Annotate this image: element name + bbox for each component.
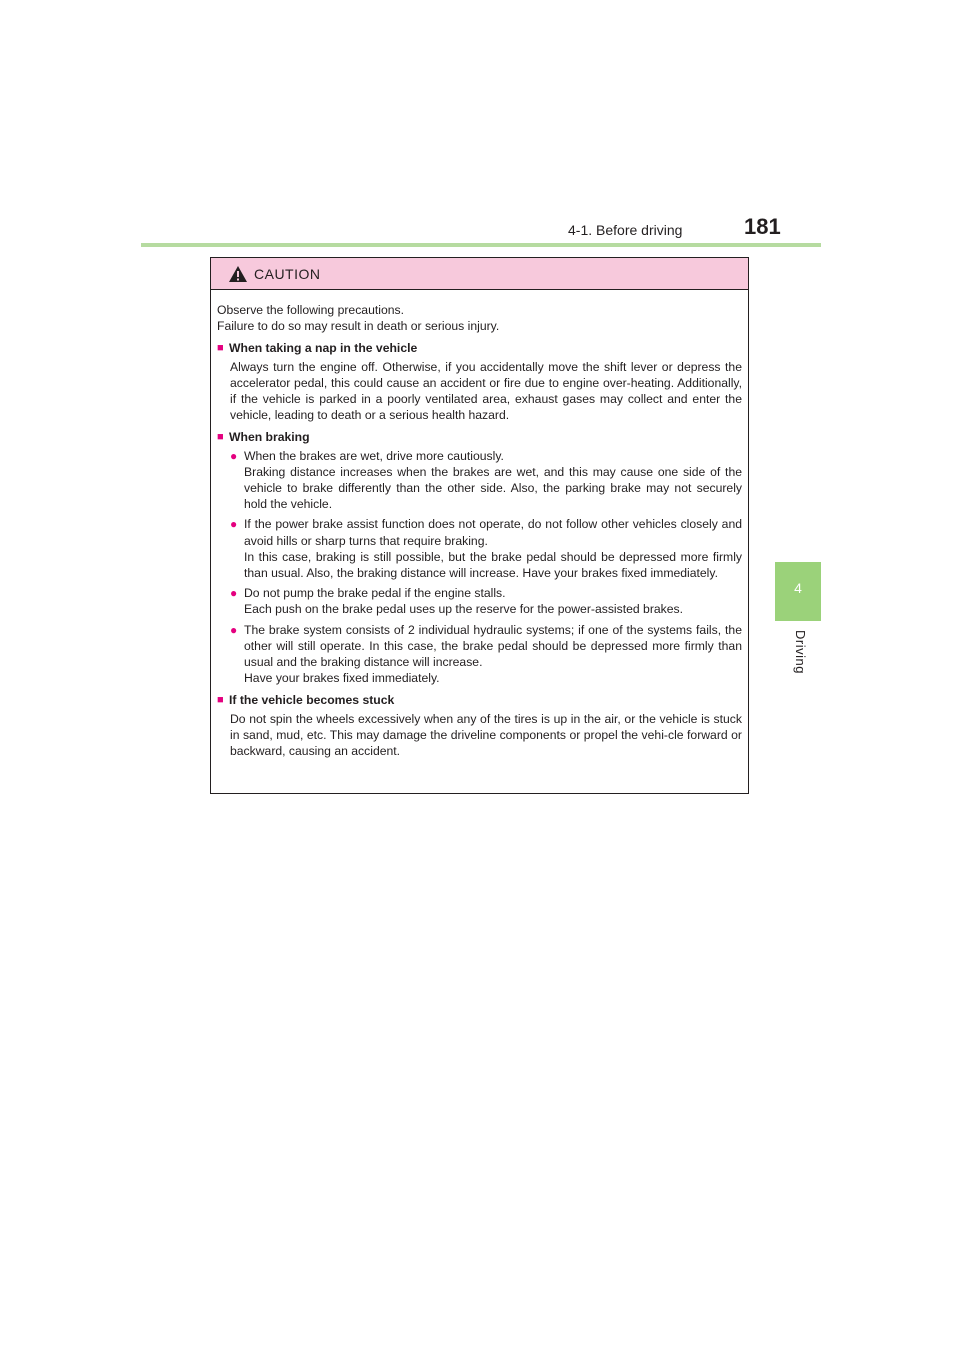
section-heading-text: When braking [229,430,310,445]
round-bullet-icon: ● [230,448,238,463]
section-nap [217,340,742,423]
bullet-line: Each push on the brake pedal uses up the reserve for the power-assisted brakes. [244,602,684,617]
chapter-label: Driving [793,630,808,674]
list-item [230,585,742,617]
square-bullet-icon: ■ [217,342,224,355]
caution-intro [217,302,742,334]
list-item [230,516,742,581]
section-braking [217,429,742,686]
bullet-line: Have your brakes fixed immediately. [244,671,440,686]
square-bullet-icon: ■ [217,694,224,707]
section-heading [217,692,742,708]
section-text: Always turn the engine off. Otherwise, if you accidentally move the shift lever or depress the accelerator pedal, this could cause an accident or fire due to engine over-heating. Additionally, if the vehicle is parked in a poorly ventilated area, exhaust gases may collect and enter the vehicle, leading to death or a serious health hazard. [230,359,742,423]
warning-triangle-icon [228,265,248,283]
round-bullet-icon: ● [230,517,238,532]
square-bullet-icon: ■ [217,431,224,444]
intro-line: Observe the following precautions. [217,303,404,317]
bullet-line: The brake system consists of 2 individual hydraulic systems; if one of the systems fails, the other will still operate. In this case, the brake pedal should be depressed more firmly than usual and the braking distance will increase. [244,622,742,670]
caution-box [210,257,749,794]
bullet-line: In this case, braking is still possible, but the brake pedal should be depressed more firmly than usual. Also, the braking distance will increase. Have your brakes fixed immediately. [244,549,742,581]
caution-body [211,290,748,759]
bullet-list [230,448,742,687]
list-item [230,448,742,513]
header-rule [141,243,821,247]
bullet-line: Braking distance increases when the brakes are wet, and this may cause one side of the vehicle to brake differently than the other side. Also, the parking brake may not securely hold the vehicle. [244,464,742,512]
section-heading-text: When taking a nap in the vehicle [229,341,418,356]
bullet-line: If the power brake assist function does not operate, do not follow other vehicles closely and avoid hills or sharp turns that require braking. [244,517,742,548]
section-heading-text: If the vehicle becomes stuck [229,693,395,708]
intro-line: Failure to do so may result in death or serious injury. [217,319,500,334]
page-number: 181 [744,214,781,239]
chapter-tab: 4 [775,562,821,621]
bullet-line: When the brakes are wet, drive more cautiously. [244,448,504,463]
section-text: Do not spin the wheels excessively when any of the tires is up in the air, or the vehicle is stuck in sand, mud, etc. This may damage the driveline components or propel the vehi-cle forward or backward, causing an accident. [230,711,742,759]
section-title: 4-1. Before driving [568,222,683,238]
bullet-line: Do not pump the brake pedal if the engine stalls. [244,586,506,601]
list-item [230,622,742,687]
round-bullet-icon: ● [230,622,238,637]
section-heading [217,429,742,445]
caution-title: CAUTION [254,266,321,282]
section-heading [217,340,742,356]
section-stuck [217,692,742,759]
round-bullet-icon: ● [230,586,238,601]
caution-header [211,258,748,290]
